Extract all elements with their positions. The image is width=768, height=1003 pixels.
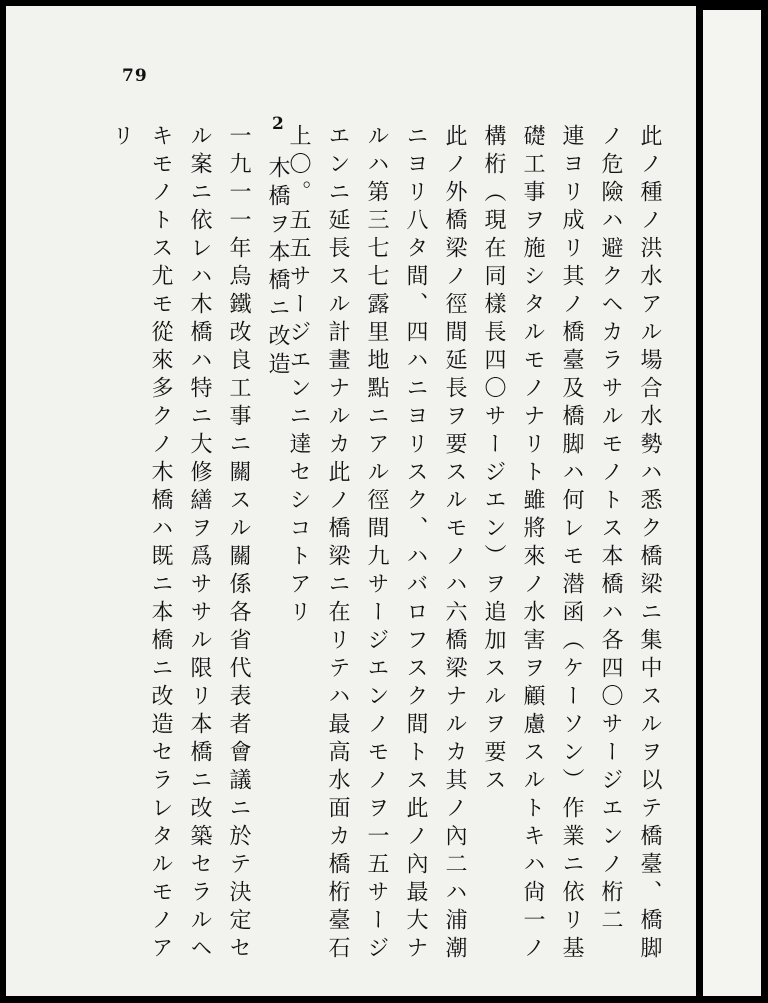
facing-page-edge [703,10,761,996]
text-column: キモノトス尤モ從來多クノ木橋ハ既ニ本橋ニ改造セラレタルモノア [148,124,173,964]
text-column: 此ノ種ノ洪水アル場合水勢ハ悉ク橋梁ニ集中スルヲ以テ橋臺、橋脚 [637,124,662,964]
book-page [6,6,696,996]
text-column: 礎工事ヲ施シタルモノナリト雖將來ノ水害ヲ顧慮スルトキハ尙一ノ [520,124,545,964]
text-column: ルハ第三七七露里地點ニアル徑間九サージエンノモノヲ一五サージ [364,124,389,964]
text-column: リ [109,124,134,152]
text-column: ル案ニ依レハ木橋ハ特ニ大修繕ヲ爲ササル限リ本橋ニ改築セラルヘ [187,124,212,964]
page-number: 79 [122,66,148,86]
text-column: 此ノ外橋梁ノ徑間延長ヲ要スルモノハ六橋梁ナルカ其ノ內二ハ浦潮 [442,124,467,964]
text-column: 上〇。五五サージエンニ達セシコトアリ [286,124,311,628]
text-column: エンニ延長スル計畫ナルカ此ノ橋梁ニ在リテハ最高水面カ橋桁臺石 [325,124,350,964]
section-number: 2 [272,114,284,134]
text-column: 一九一一年烏鐵改良工事ニ關スル關係各省代表者會議ニ於テ決定セ [226,124,251,964]
text-column: 連ヨリ成リ其ノ橋臺及橋脚ハ何レモ潜函（ケーソン）作業ニ依リ基 [559,124,584,964]
text-column: 構桁（現在同樣長四〇サージエン）ヲ追加スルヲ要ス [481,124,506,796]
section-heading: 木橋ヲ本橋ニ改造 [265,156,290,380]
text-column: ニヨリ八タ間、四ハニヨリスク、ハバロフスク間トス此ノ內最大ナ [403,124,428,964]
text-column: ノ危險ハ避クヘカラサルモノトス本橋ハ各四〇サージエンノ桁二 [598,124,623,936]
